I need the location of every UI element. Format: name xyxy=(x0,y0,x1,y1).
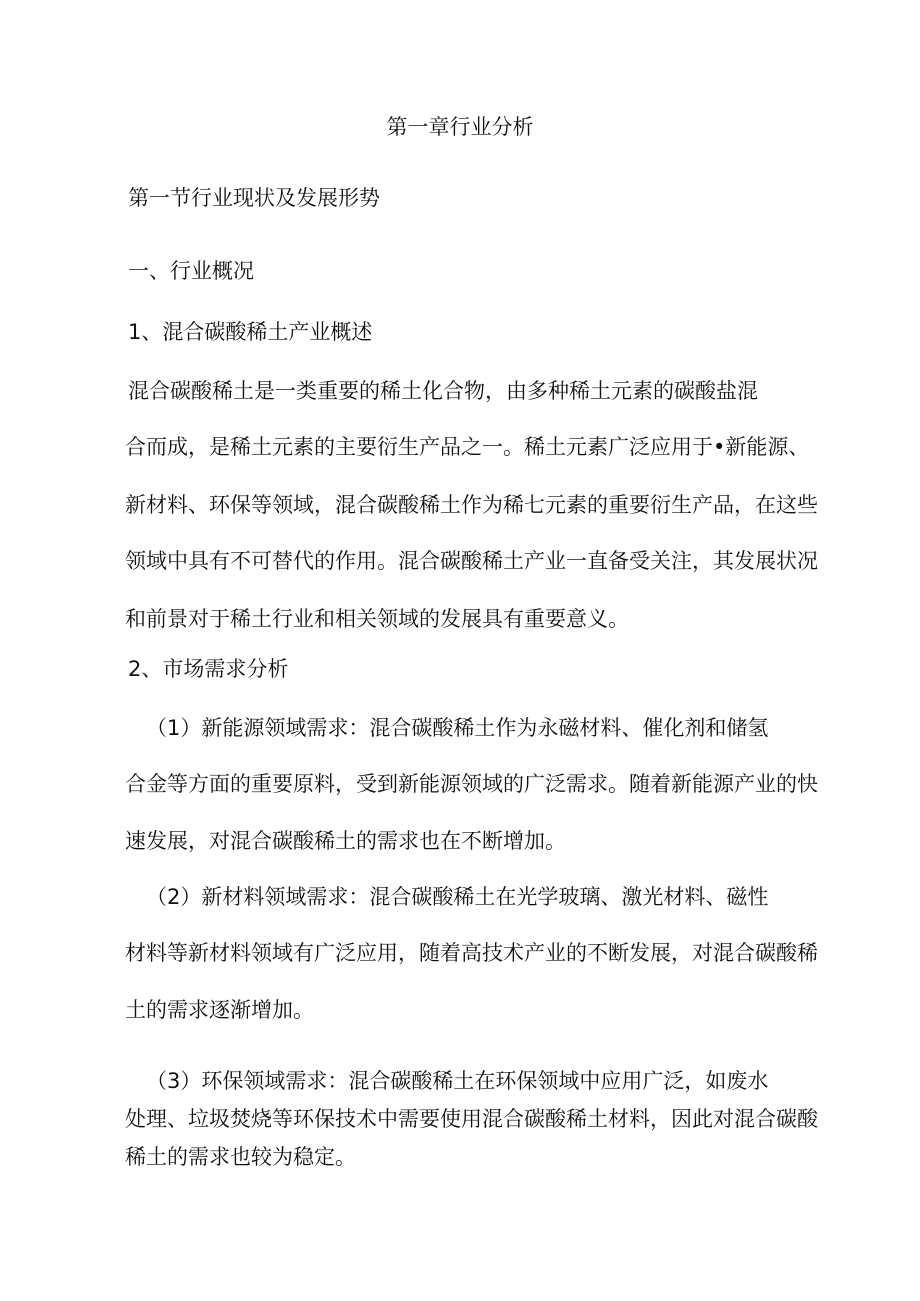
paragraph-line: （2）新材料领域需求：混合碳酸稀土在光学玻璃、激光材料、磁性 xyxy=(146,885,769,909)
paragraph-line: 土的需求逐渐增加。 xyxy=(125,998,314,1022)
paragraph-line: 混合碳酸稀土是一类重要的稀土化合物，由多种稀土元素的碳酸盐混 xyxy=(128,379,758,403)
section-title: 第一节行业现状及发展形势 xyxy=(128,186,380,210)
paragraph-line: （1）新能源领域需求：混合碳酸稀土作为永磁材料、催化剂和储氢 xyxy=(146,716,769,740)
paragraph-line: 材料等新材料领域有广泛应用，随着高技术产业的不断发展，对混合碳酸稀 xyxy=(125,941,818,965)
topic-heading-market: 2、市场需求分析 xyxy=(128,657,289,681)
paragraph-line: 合而成，是稀土元素的主要衍生产品之一。稀土元素广泛应用于•新能源、 xyxy=(125,435,810,459)
subsection-heading: 一、行业概况 xyxy=(128,259,254,283)
paragraph-line: 新材料、环保等领域，混合碳酸稀土作为稀七元素的重要衍生产品，在这些 xyxy=(125,493,818,517)
paragraph-line: 速发展，对混合碳酸稀土的需求也在不断增加。 xyxy=(125,829,566,853)
chapter-title: 第一章行业分析 xyxy=(386,115,534,139)
paragraph-line: 稀土的需求也较为稳定。 xyxy=(125,1145,356,1169)
paragraph-line: 处理、垃圾焚烧等环保技术中需要使用混合碳酸稀土材料，因此对混合碳酸 xyxy=(125,1107,818,1131)
paragraph-line: 和前景对于稀土行业和相关领域的发展具有重要意义。 xyxy=(125,607,629,631)
paragraph-line: （3）环保领域需求：混合碳酸稀土在环保领域中应用广泛，如废水 xyxy=(146,1069,769,1093)
topic-heading-overview: 1、混合碳酸稀土产业概述 xyxy=(128,320,373,344)
paragraph-line: 领域中具有不可替代的作用。混合碳酸稀土产业一直备受关注，其发展状况 xyxy=(125,549,818,573)
paragraph-line: 合金等方面的重要原料，受到新能源领域的广泛需求。随着新能源产业的快 xyxy=(125,772,818,796)
